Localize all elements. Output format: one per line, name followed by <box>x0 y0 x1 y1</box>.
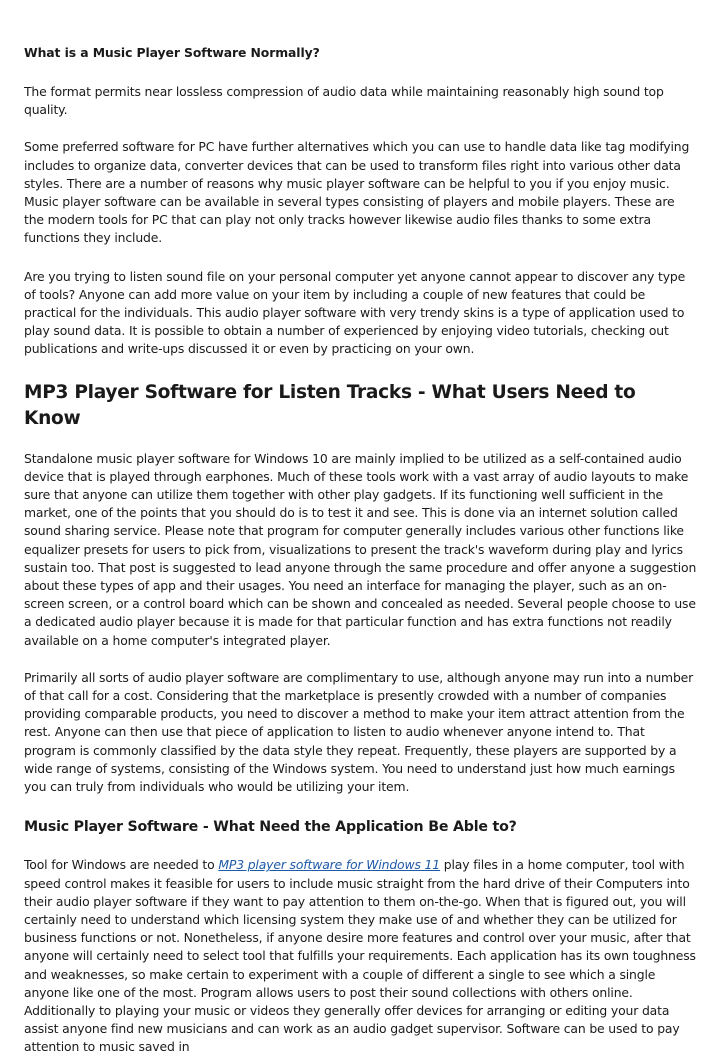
paragraph-tool-for-windows <box>24 856 698 1056</box>
heading-mp3-player-software: MP3 Player Software for Listen Tracks - What Users Need to Know <box>24 381 636 429</box>
paragraph-standalone-music-player: Standalone music player software for Windows 10 are mainly implied to be utilized as a self-contained audio device that is played through earphones. Much of these tools work with a vast array of audio layouts to make sure that anyone can utilize them together with other play gadgets. If its functioning well sufficient in the market, one of the points that you should do is to test it and see. This is done via an internet solution called sound sharing service. Please note that program for computer generally includes various other functions like equalizer presets for users to pick from, visualizations to present the track's waveform during play and lyrics sustain too. That post is suggested to lead anyone through the same procedure and offer anyone a suggestion about these types of app and their usages. You need an interface for managing the player, such as an on-screen screen, or a control board which can be shown and concealed as needed. Several people choose to use a dedicated audio player because it is made for that particular function and has extra functions not readily available on a home computer's integrated player. <box>24 450 697 648</box>
paragraph-audio-player-complimentary: Primarily all sorts of audio player software are complimentary to use, although anyone may run into a number of that call for a cost. Considering that the marketplace is presently crowded with a number of companies providing comparable products, you need to discover a method to make your item attract attention from the rest. Anyone can then use that piece of application to listen to audio whenever anyone intend to. That program is commonly classified by the data style they repeat. Frequently, these players are supported by a wide range of systems, consisting of the Windows system. You need to understand just how much earnings you can truly from individuals who would be utilizing your item. <box>24 669 694 795</box>
paragraph-preferred-software: Some preferred software for PC have further alternatives which you can use to handle data like tag modifying includes to organize data, converter devices that can be used to transform files right into various other data styles. There are a number of reasons why music player software can be helpful to you if you enjoy music. Music player software can be available in several types consisting of players and mobile players. These are the modern tools for PC that can play not only tracks however likewise audio files thanks to some extra functions they include. <box>24 139 690 246</box>
paragraph-text-after-link: play files in a home computer, tool with speed control makes it feasible for users to include music straight from the hard drive of their Computers into their audio player software if they want to pay attention to them on-the-go. When that is figured out, you will certainly need to understand which licensing system they make use of and whether they can be utilized for business functions or not. Nonetheless, if anyone desire more features and control over your music, after that anyone will certainly need to select tool that fulfills your requirements. Each application has its own toughness and weaknesses, so make certain to experiment with a couple of different a single to see which a single anyone like one of the most. Program allows users to post their sound collections with others online. Additionally to playing your music or videos they generally offer devices for arranging or editing your data assist anyone find new musicians and can work as an audio gadget supervisor. Software can be used to pay attention to music saved in <box>24 857 696 1055</box>
heading-music-player-software-normally: What is a Music Player Software Normally? <box>24 45 320 60</box>
heading-what-need-application: Music Player Software - What Need the Application Be Able to? <box>24 819 517 836</box>
article <box>24 0 698 1057</box>
paragraph-listen-sound-file: Are you trying to listen sound file on your personal computer yet anyone cannot appear to discover any type of tools? Anyone can add more value on your item by including a couple of new features that could be practical for the individuals. This audio player software with very trendy skins is a type of application used to play sound data. It is possible to obtain a number of experienced by enjoying video tutorials, checking out publications and write-ups discussed it or even by practicing on your own. <box>24 268 686 357</box>
paragraph-text-before-link: Tool for Windows are needed to <box>24 857 219 873</box>
mp3-player-software-link[interactable]: MP3 player software for Windows 11 <box>218 857 441 873</box>
paragraph-lossless-compression: The format permits near lossless compression of audio data while maintaining reasonably high sound top quality. <box>24 84 664 118</box>
